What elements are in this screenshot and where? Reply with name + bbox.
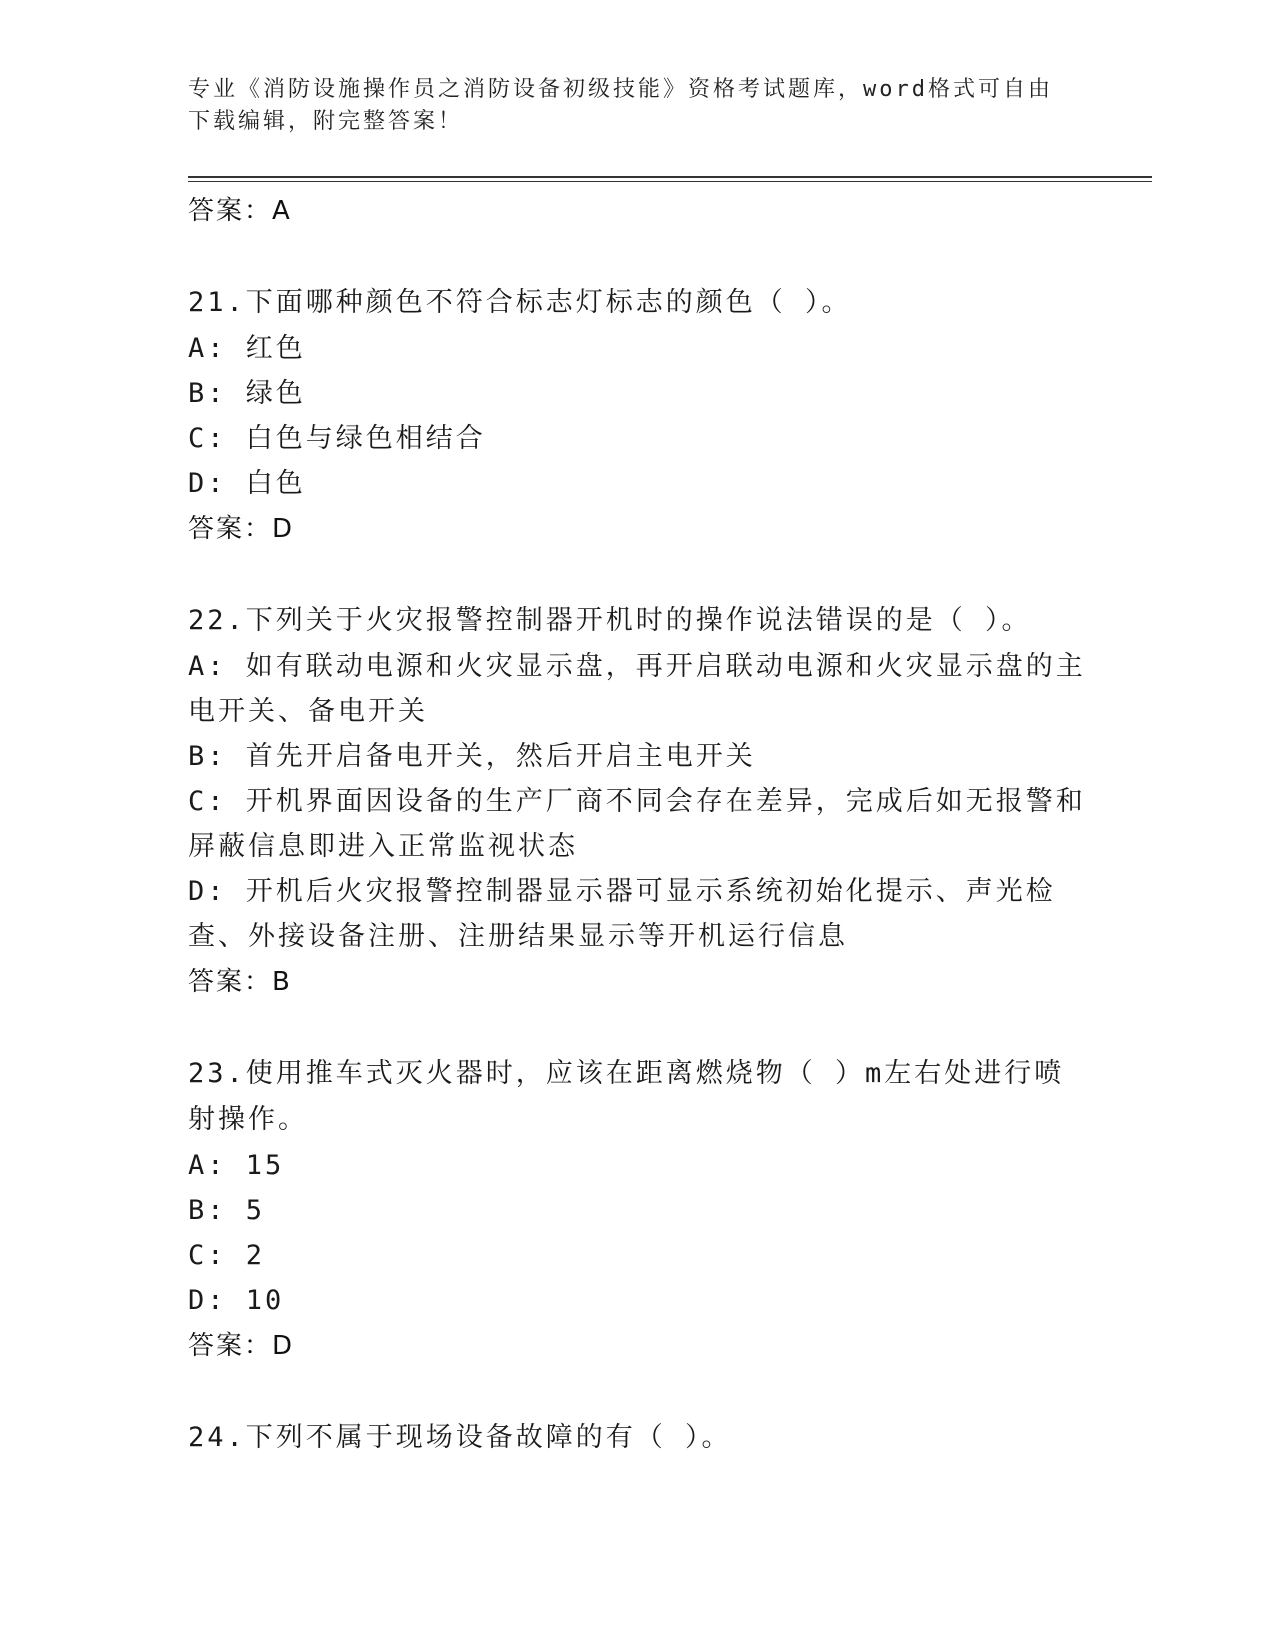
- option-c: C: 2: [188, 1240, 266, 1271]
- option-b: B: 绿色: [188, 378, 306, 409]
- question-block: [188, 1051, 1088, 1369]
- question-stem: 24.下列不属于现场设备故障的有（ ）。: [188, 1422, 732, 1453]
- option-d: D: 10: [188, 1285, 285, 1316]
- spacer: [188, 1369, 1088, 1415]
- option-a: A: 红色: [188, 333, 306, 364]
- header-divider-thin: [188, 181, 1152, 182]
- spacer: [188, 234, 1088, 280]
- question-block: [188, 1415, 1088, 1461]
- question-stem: 23.使用推车式灭火器时，应该在距离燃烧物（ ）m左右处进行喷射操作。: [188, 1058, 1065, 1135]
- option-c: C: 开机界面因设备的生产厂商不同会存在差异，完成后如无报警和屏蔽信息即进入正常监视状态: [188, 786, 1086, 862]
- question-block: [188, 280, 1088, 552]
- spacer: [188, 552, 1088, 598]
- question-list: [188, 188, 1088, 1461]
- question-stem: 21.下面哪种颜色不符合标志灯标志的颜色（ ）。: [188, 287, 852, 318]
- document-header: 专业《消防设施操作员之消防设备初级技能》资格考试题库，word格式可自由下载编辑，附完整答案！: [188, 77, 1053, 134]
- answer-line: 答案：B: [188, 967, 292, 997]
- option-b: B: 5: [188, 1195, 266, 1226]
- header-divider: [188, 176, 1152, 178]
- option-d: D: 开机后火灾报警控制器显示器可显示系统初始化提示、声光检查、外接设备注册、注册结果显示等开机运行信息: [188, 876, 1056, 952]
- question-block: [188, 598, 1088, 1005]
- question-stem: 22.下列关于火灾报警控制器开机时的操作说法错误的是（ ）。: [188, 605, 1032, 636]
- option-d: D: 白色: [188, 468, 306, 499]
- option-c: C: 白色与绿色相结合: [188, 423, 486, 454]
- option-b: B: 首先开启备电开关，然后开启主电开关: [188, 741, 756, 772]
- answer-line: 答案：D: [188, 1331, 295, 1361]
- answer-line: 答案：D: [188, 514, 295, 544]
- option-a: A: 15: [188, 1150, 285, 1181]
- spacer: [188, 1005, 1088, 1051]
- answer-line: 答案：A: [188, 196, 292, 226]
- option-a: A: 如有联动电源和火灾显示盘，再开启联动电源和火灾显示盘的主电开关、备电开关: [188, 651, 1086, 727]
